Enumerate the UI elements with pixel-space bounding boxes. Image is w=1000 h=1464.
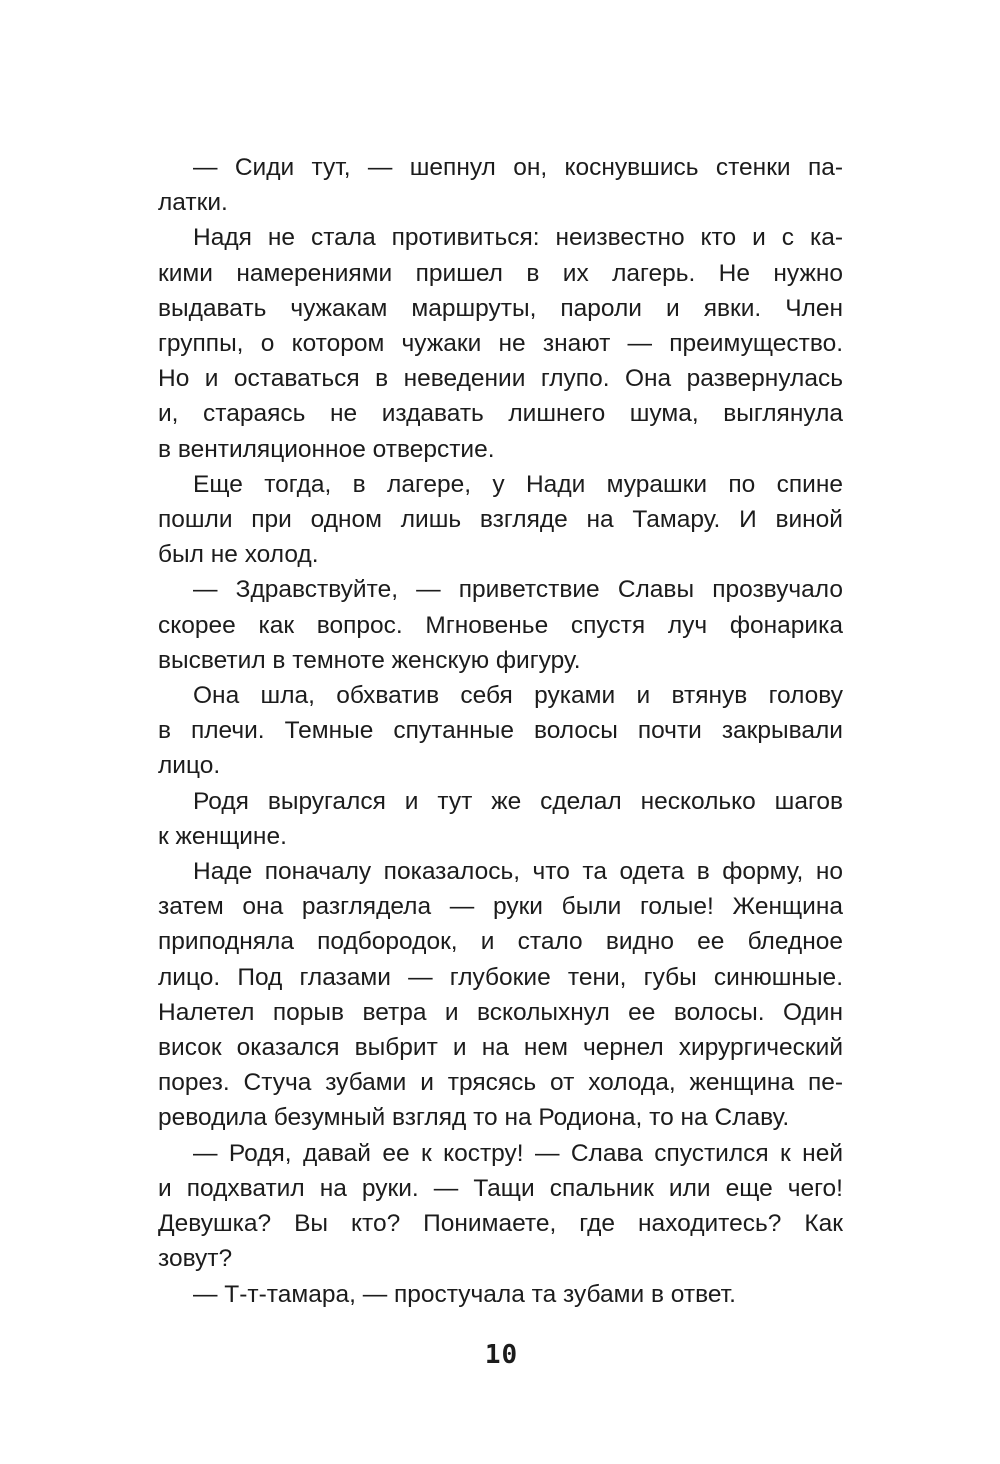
paragraph bbox=[158, 784, 843, 854]
text-line: Девушка? Вы кто? Понимаете, где находитесь? Как bbox=[158, 1210, 843, 1238]
text-line: к женщине. bbox=[158, 822, 287, 850]
text-line: был не холод. bbox=[158, 541, 319, 569]
text-line: кими намерениями пришел в их лагерь. Не нужно bbox=[158, 259, 843, 287]
text-line: и, стараясь не издавать лишнего шума, выглянула bbox=[158, 400, 843, 428]
text-line: в вентиляционное отверстие. bbox=[158, 435, 495, 463]
text-line: лицо. bbox=[158, 752, 221, 780]
page-number: 10 bbox=[484, 1340, 519, 1370]
paragraph bbox=[158, 854, 843, 1136]
text-line: латки. bbox=[158, 189, 228, 217]
paragraph bbox=[158, 572, 843, 678]
text-line: в плечи. Темные спутанные волосы почти закрывали bbox=[158, 717, 843, 745]
text-line: затем она разглядела — руки были голые! Женщина bbox=[158, 893, 843, 921]
text-line: Но и оставаться в неведении глупо. Она развернулась bbox=[158, 365, 843, 393]
paragraph bbox=[158, 678, 843, 784]
text-line: пошли при одном лишь взгляде на Тамару. И виной bbox=[158, 506, 843, 534]
text-line: зовут? bbox=[158, 1245, 233, 1273]
text-line: Родя выругался и тут же сделал несколько шагов bbox=[193, 787, 843, 815]
text-line: реводила безумный взгляд то на Родиона, то на Славу. bbox=[158, 1104, 790, 1132]
paragraph bbox=[158, 150, 843, 220]
text-line: Надя не стала противиться: неизвестно кто и с ка- bbox=[193, 224, 843, 252]
paragraph bbox=[158, 220, 843, 466]
text-line: приподняла подбородок, и стало видно ее бледное bbox=[158, 928, 843, 956]
text-line: Налетел порыв ветра и всколыхнул ее волосы. Один bbox=[158, 998, 843, 1026]
text-line: Наде поначалу показалось, что та одета в форму, но bbox=[193, 858, 843, 886]
text-line: — Сиди тут, — шепнул он, коснувшись стенки па- bbox=[193, 154, 843, 181]
paragraph bbox=[158, 1277, 843, 1312]
text-line: скорее как вопрос. Мгновенье спустя луч фонарика bbox=[158, 611, 843, 639]
text-line: и подхватил на руки. — Тащи спальник или еще чего! bbox=[158, 1174, 843, 1202]
text-line: висок оказался выбрит и на нем чернел хирургический bbox=[158, 1034, 843, 1062]
text-line: Еще тогда, в лагере, у Нади мурашки по спине bbox=[193, 470, 843, 498]
page-body-text bbox=[158, 150, 843, 1312]
text-line: — Т-т-тамара, — простучала та зубами в ответ. bbox=[193, 1280, 736, 1308]
text-line: — Здравствуйте, — приветствие Славы прозвучало bbox=[193, 576, 843, 604]
paragraph bbox=[158, 1136, 843, 1277]
text-line: лицо. Под глазами — глубокие тени, губы синюшные. bbox=[158, 963, 843, 991]
text-line: Она шла, обхватив себя руками и втянув голову bbox=[193, 682, 843, 710]
text-line: группы, о котором чужаки не знают — преимущество. bbox=[158, 330, 843, 358]
text-line: порез. Стуча зубами и трясясь от холода, женщина пе- bbox=[158, 1069, 843, 1097]
text-line: высветил в темноте женскую фигуру. bbox=[158, 646, 581, 674]
text-line: — Родя, давай ее к костру! — Слава спустился к ней bbox=[193, 1139, 843, 1167]
text-line: выдавать чужакам маршруты, пароли и явки. Член bbox=[158, 294, 843, 322]
paragraph bbox=[158, 467, 843, 573]
